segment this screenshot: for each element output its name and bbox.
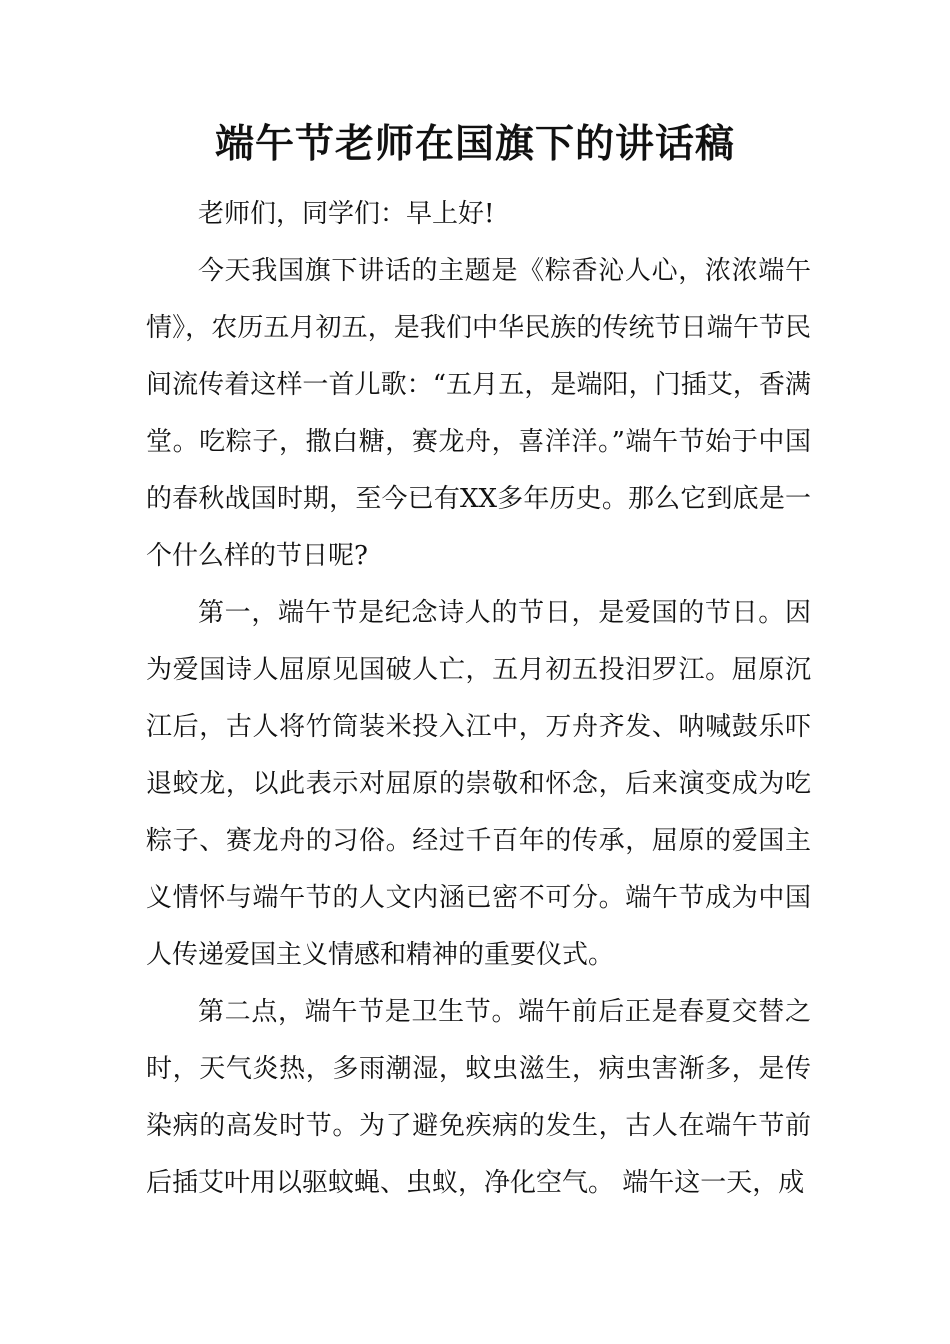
document-title: 端午节老师在国旗下的讲话稿	[214, 121, 735, 167]
paragraph-first-point: 第一，端午节是纪念诗人的节日，是爱国的节日。因为爱国诗人屈原见国破人亡，五月初五投汨罗江。屈原沉江后，古人将竹筒装米投入江中，万舟齐发、呐喊鼓乐吓退蛟龙，以此表示对屈原的崇敬和怀念，后来演变成为吃粽子、赛龙舟的习俗。经过千百年的传承，屈原的爱国主义情怀与端午节的人文内涵已密不可分。端午节成为中国人传递爱国主义情感和精神的重要仪式。	[146, 598, 811, 970]
paragraph-second-point: 第二点，端午节是卫生节。端午前后正是春夏交替之时，天气炎热，多雨潮湿，蚊虫滋生，病虫害渐多，是传染病的高发时节。为了避免疾病的发生，古人在端午节前后插艾叶用以驱蚊蝇、虫蚁，净化空气。 端午这一天，成	[146, 997, 811, 1198]
paragraph-greeting: 老师们，同学们：早上好!	[198, 199, 495, 229]
document-body	[146, 186, 811, 1212]
paragraph-intro: 今天我国旗下讲话的主题是《粽香沁人心，浓浓端午情》，农历五月初五，是我们中华民族的传统节日端午节民间流传着这样一首儿歌：“五月五，是端阳，门插艾，香满堂。吃粽子，撒白糖，赛龙舟，喜洋洋。”端午节始于中国的春秋战国时期，至今已有XX多年历史。那么它到底是一个什么样的节日呢?	[146, 256, 811, 571]
